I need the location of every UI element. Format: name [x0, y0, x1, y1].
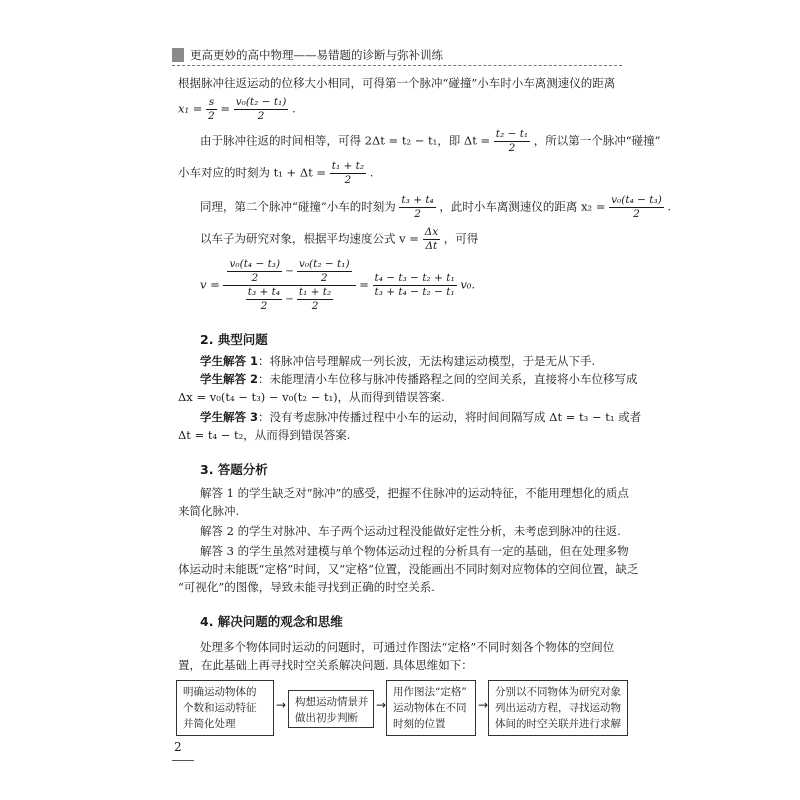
flow-arrow-icon: → [276, 698, 287, 712]
text-segment: ，可得 [443, 231, 479, 246]
text-segment: 小车对应的时刻为 t₁ + Δt = [178, 165, 327, 180]
fraction-numerator: t₁ + t₂ [331, 160, 365, 172]
text-segment: 同理，第二个脉冲“碰撞”小车的时刻为 [200, 199, 396, 214]
page-number-rule [172, 760, 194, 761]
fraction-numerator: v₀(t₄ − t₃) [611, 194, 662, 206]
header-marker [172, 48, 184, 62]
student-answer-3-line-2: Δt = t₄ − t₂，从而得到错误答案. [178, 428, 351, 442]
student-answer-1 [200, 354, 595, 369]
fraction-numerator: v₀(t₂ − t₁) [298, 258, 350, 270]
paragraph-1-line-1: 根据脉冲往返运动的位移大小相同，可得第一个脉冲“碰撞”小车时小车离测速仪的距离 [178, 76, 616, 90]
fraction-numerator: v₀(t₂ − t₁) [235, 96, 287, 108]
fraction-numerator: t₃ + t₄ [401, 194, 434, 206]
fraction-numerator: s [206, 96, 217, 110]
eq-x1-lhs: x₁ = [178, 101, 203, 116]
paragraph-2-line-2 [178, 160, 373, 187]
fraction-t1-plus-t2 [330, 160, 366, 187]
answer-text: ：未能理清小车位移与脉冲传播路程之间的空间关系，直接将小车位移写成 [258, 372, 638, 386]
flow-step-2 [288, 690, 374, 728]
answer-text: ：将脉冲信号理解成一列长波，无法构建运动模型，于是无从下手. [258, 354, 596, 368]
flow-line: 运动物体在不同 [393, 702, 467, 714]
flow-line: 分别以不同物体为研究对象 [495, 686, 621, 698]
fraction-delta-t [494, 128, 530, 155]
compound-denominator [223, 286, 355, 313]
fraction-denominator: Δt [425, 240, 438, 252]
running-header [172, 44, 632, 64]
flow-arrow-icon: → [376, 698, 387, 712]
paragraph-4 [200, 226, 478, 253]
flow-line: 列出运动方程，寻找运动物 [495, 702, 621, 714]
flow-line: 明确运动物体的 [183, 686, 257, 698]
velocity-equation [200, 258, 475, 313]
fraction-denominator: 2 [208, 110, 215, 122]
fraction-denominator: 2 [251, 272, 259, 284]
fraction-denominator: 2 [633, 208, 640, 220]
page-number: 2 [174, 740, 182, 754]
flow-step-3 [386, 680, 476, 736]
eq-v-lhs: v = [200, 277, 220, 292]
fraction-x2-value [609, 194, 664, 221]
fraction [297, 258, 352, 285]
paragraph-3 [200, 194, 671, 221]
flow-line: 时刻的位置 [393, 718, 446, 730]
eq-equals: = [220, 101, 231, 116]
fraction-denominator: 2 [508, 142, 516, 154]
flow-line: 用作图法“定格” [393, 686, 467, 698]
flow-line: 体间的时空关联并进行求解 [495, 718, 621, 730]
section-2-heading: 2. 典型问题 [200, 332, 268, 347]
method-line-1: 处理多个物体同时运动的问题时，可通过作图法“定格”不同时刻各个物体的空间位 [200, 640, 615, 654]
answer-label: 学生解答 2 [200, 372, 259, 386]
fraction [227, 258, 282, 285]
fraction-denominator: t₃ + t₄ − t₂ − t₁ [374, 286, 455, 298]
fraction-numerator: t₂ − t₁ [495, 128, 529, 140]
analysis-line-5: 体运动时未能既“定格”时间，又“定格”位置，没能画出不同时刻对应物体的空间位置，缺乏 [178, 562, 639, 576]
fraction-x1-value [234, 96, 289, 123]
analysis-line-1: 解答 1 的学生缺乏对“脉冲”的感受，把握不住脉冲的运动特征，不能用理想化的质点 [200, 486, 629, 500]
fraction-dx-over-dt [423, 226, 441, 253]
fraction-denominator: 2 [320, 272, 328, 284]
flow-step-1 [176, 680, 274, 736]
flow-arrow-icon: → [478, 698, 489, 712]
section-4-heading: 4. 解决问题的观念和思维 [200, 614, 343, 629]
flow-step-4 [488, 680, 628, 736]
flow-line: 并简化处理 [183, 718, 236, 730]
text-segment: . [667, 199, 672, 214]
flow-line: 做出初步判断 [295, 712, 358, 724]
paragraph-2-line-1 [200, 128, 661, 155]
fraction-denominator: 2 [257, 110, 265, 122]
fraction-numerator: v₀(t₄ − t₃) [229, 258, 281, 270]
fraction-numerator: Δx [424, 226, 439, 238]
fraction-denominator: 2 [414, 208, 421, 220]
analysis-line-4: 解答 3 的学生虽然对建模与单个物体运动过程的分析具有一定的基础，但在处理多物 [200, 544, 629, 558]
flow-line: 个数和运动特征 [183, 702, 257, 714]
header-title: 更高更妙的高中物理——易错题的诊断与弥补训练 [190, 48, 443, 62]
header-rule [172, 65, 622, 66]
method-line-2: 置，在此基础上再寻找时空关系解决问题. 具体思维如下： [178, 658, 473, 672]
answer-label: 学生解答 3 [200, 410, 259, 424]
fraction-t3-plus-t4 [399, 194, 435, 221]
minus-sign: − [285, 294, 294, 305]
text-segment: ，此时小车离测速仪的距离 x₂ = [439, 199, 606, 214]
student-answer-2-line-2: Δx = v₀(t₄ − t₃) − v₀(t₂ − t₁)，从而得到错误答案. [178, 390, 445, 404]
paragraph-1-equation [178, 96, 296, 123]
fraction-numerator: t₁ + t₂ [298, 286, 332, 298]
fraction [246, 286, 282, 313]
eq-period: . [292, 101, 296, 116]
text-segment: 由于脉冲往返的时间相等，可得 2Δt = t₂ − t₁，即 Δt = [200, 133, 491, 148]
answer-label: 学生解答 1 [200, 354, 259, 368]
fraction-denominator: 2 [344, 174, 352, 186]
analysis-line-2: 来简化脉冲. [178, 504, 240, 518]
eq-equals: = [359, 277, 369, 292]
answer-text: ：没有考虑脉冲传播过程中小车的运动，将时间间隔写成 Δt = t₃ − t₁ 或者 [258, 410, 642, 424]
analysis-line-3: 解答 2 的学生对脉冲、车子两个运动过程没能做好定性分析，未考虑到脉冲的往返. [200, 524, 621, 538]
section-3-heading: 3. 答题分析 [200, 462, 268, 477]
student-answer-3 [200, 410, 641, 425]
compound-fraction [223, 258, 355, 313]
minus-sign: − [285, 266, 294, 277]
text-segment: ，所以第一个脉冲“碰撞” [533, 133, 661, 148]
fraction-numerator: t₃ + t₄ [247, 286, 281, 298]
flow-line: 构想运动情景并 [295, 696, 369, 708]
eq-tail: v₀. [460, 277, 476, 292]
student-answer-2 [200, 372, 638, 387]
analysis-line-6: “可视化”的图像，导致未能寻找到正确的时空关系. [178, 580, 435, 594]
fraction-denominator: 2 [260, 300, 268, 312]
fraction-result [373, 272, 457, 299]
fraction [297, 286, 333, 313]
text-segment: . [369, 165, 374, 180]
fraction-numerator: t₄ − t₃ − t₂ + t₁ [374, 272, 455, 284]
text-segment: 以车子为研究对象，根据平均速度公式 v = [200, 231, 419, 246]
fraction-s-over-2 [206, 96, 217, 123]
fraction-denominator: 2 [311, 300, 319, 312]
compound-numerator [223, 258, 355, 286]
